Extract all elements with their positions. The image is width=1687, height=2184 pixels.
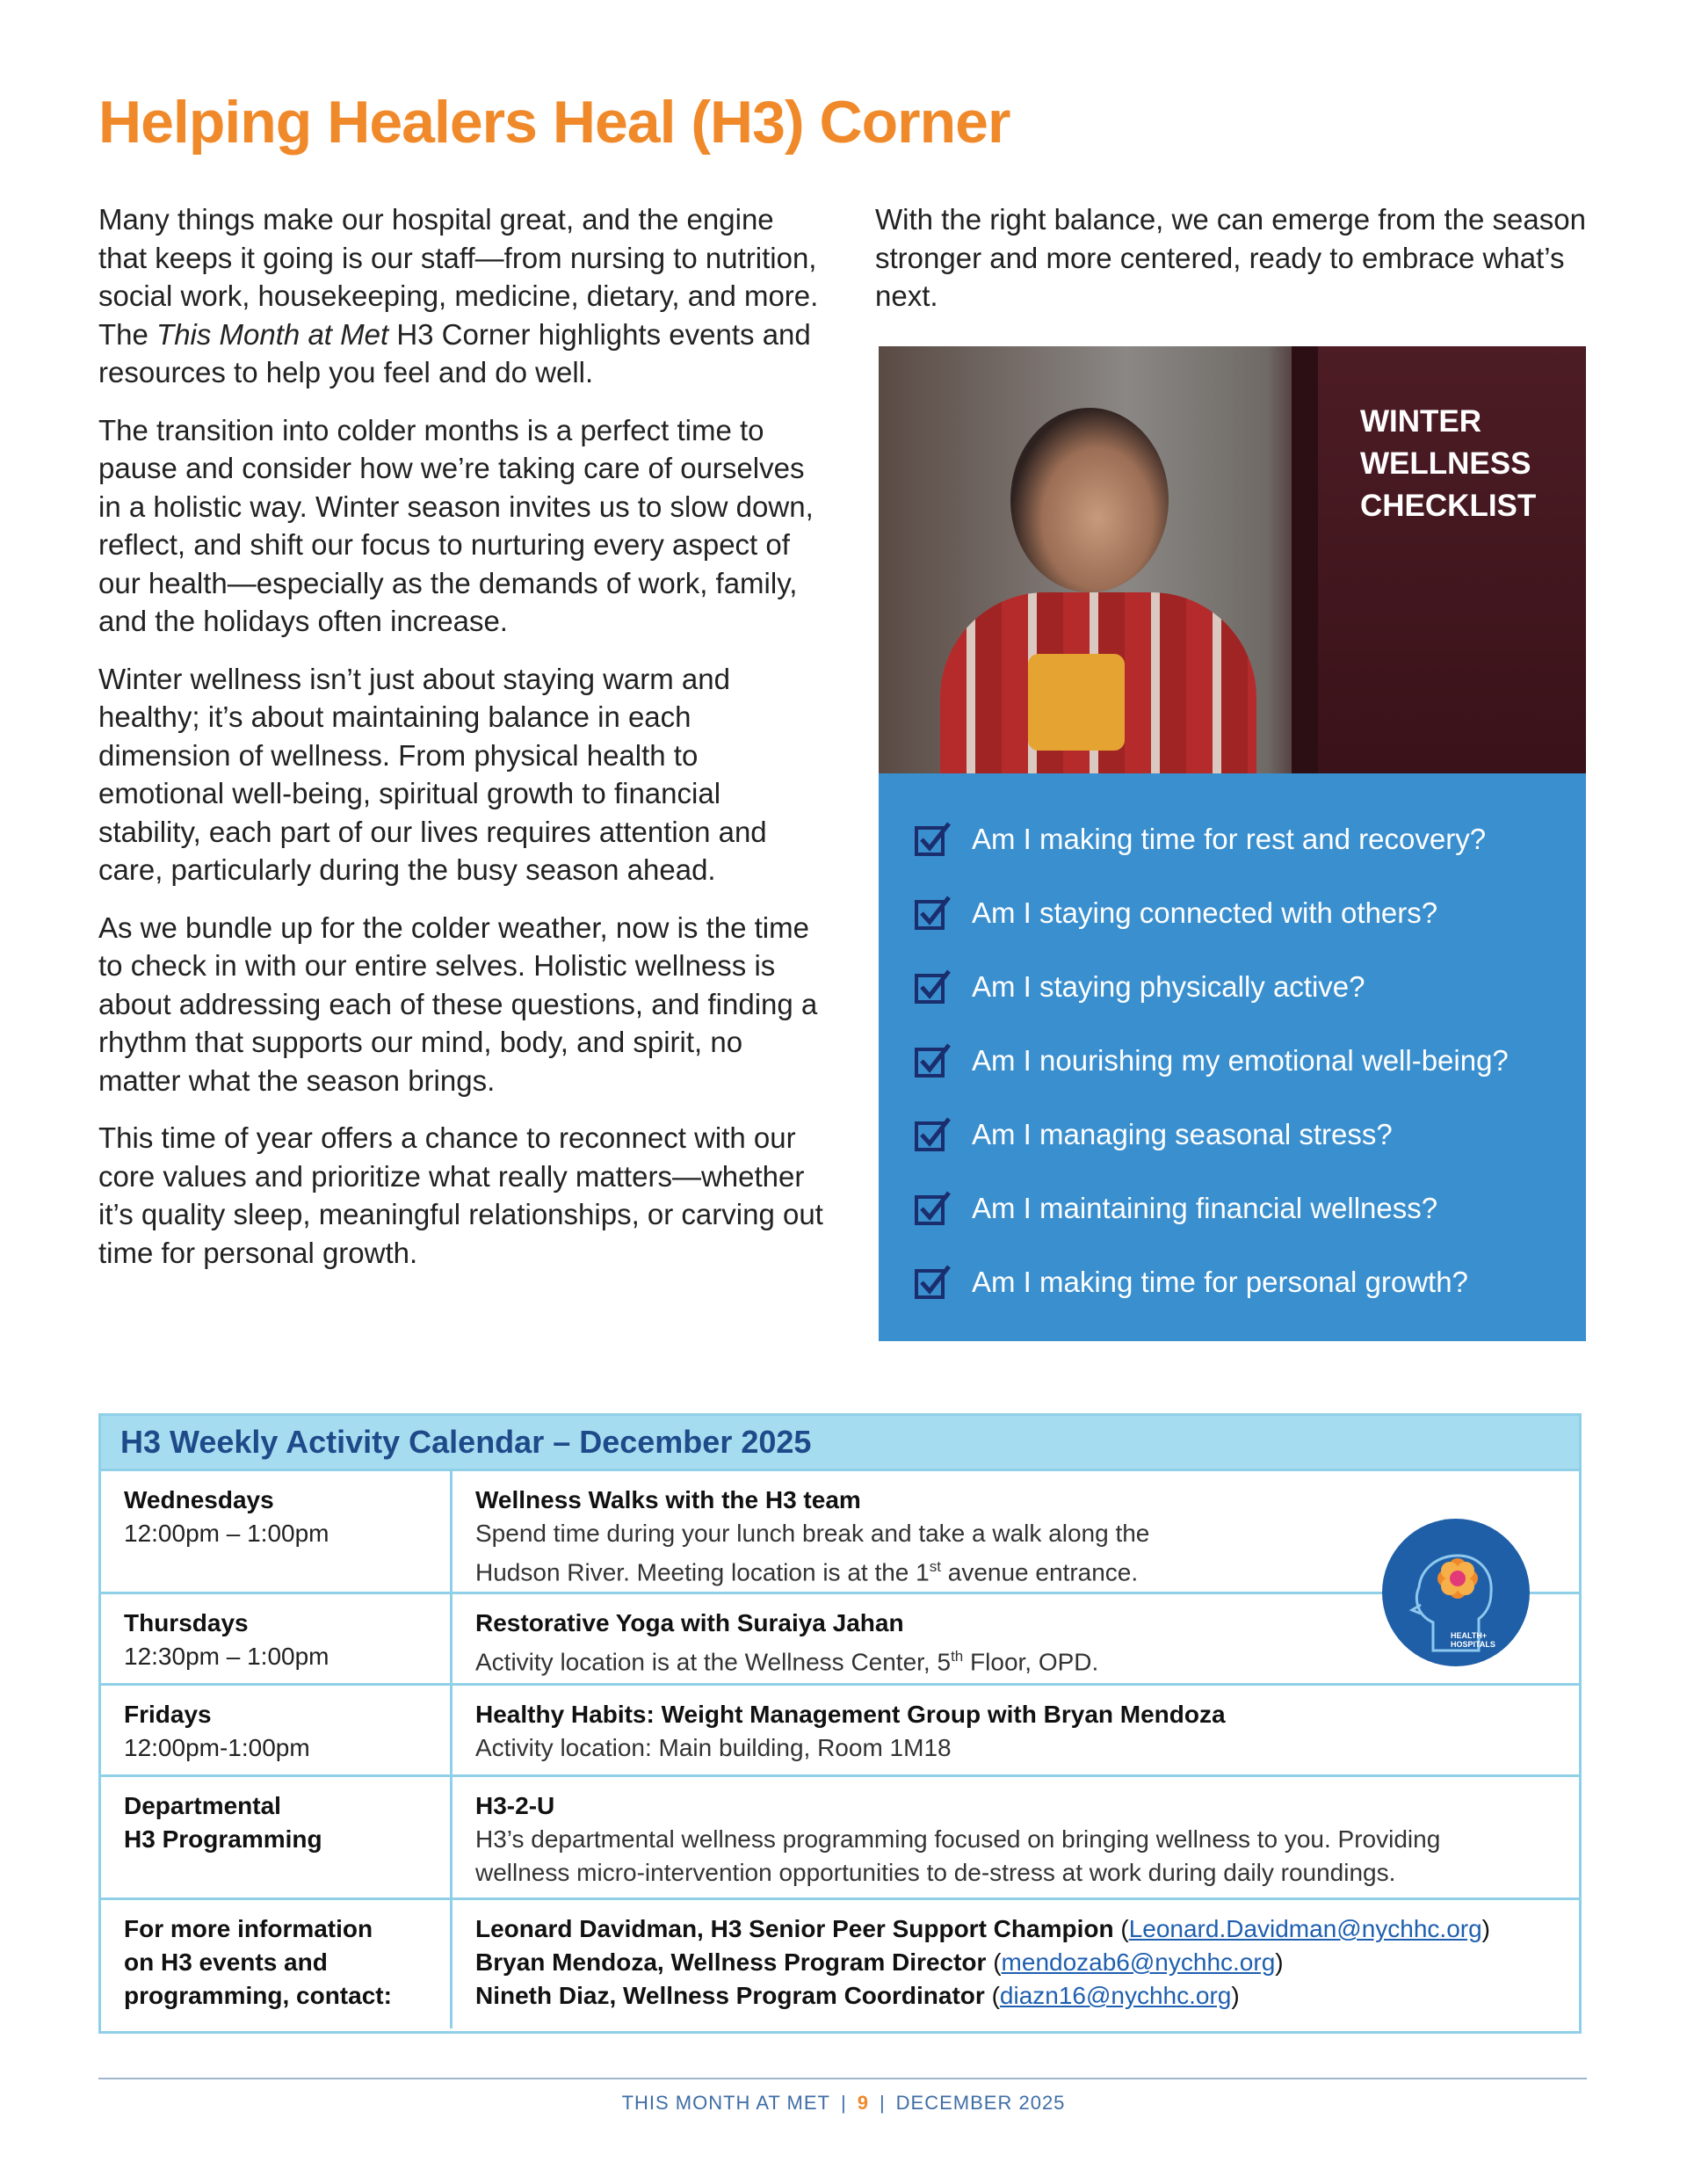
checkbox-checked-icon <box>914 1115 952 1154</box>
mug-illustration <box>1028 654 1125 751</box>
wellness-checklist <box>879 773 1586 1341</box>
checkbox-checked-icon <box>914 820 952 859</box>
checklist-item: Am I making time for rest and recovery? <box>914 817 1486 861</box>
contact-email-link[interactable]: mendozab6@nychhc.org <box>1001 1948 1276 1976</box>
checkbox-checked-icon <box>914 968 952 1006</box>
svg-text:HOSPITALS: HOSPITALS <box>1451 1640 1495 1649</box>
page-title: Helping Healers Heal (H3) Corner <box>98 89 1010 156</box>
window-frame <box>1292 346 1318 773</box>
calendar-day-cell: Fridays 12:00pm-1:00pm <box>101 1686 453 1774</box>
checklist-item: Am I maintaining financial wellness? <box>914 1186 1437 1230</box>
left-column <box>98 200 828 1291</box>
calendar-day-cell: Wednesdays 12:00pm – 1:00pm <box>101 1471 453 1592</box>
svg-text:HEALTH+: HEALTH+ <box>1451 1631 1488 1640</box>
checklist-title: WINTER WELLNESS CHECKLIST <box>1360 404 1537 523</box>
calendar-day-cell: Thursdays 12:30pm – 1:00pm <box>101 1594 453 1683</box>
contact-email-link[interactable]: Leonard.Davidman@nychhc.org <box>1128 1915 1482 1942</box>
body-paragraph-3: Winter wellness isn’t just about staying warm and healthy; it’s about maintaining balance in each dimension of wellness. From physical health to emotional well-being, spiritual growth to financial stability, each part of our lives requires attention and care, particularly during the busy season ahead. <box>98 662 767 886</box>
checklist-item: Am I making time for personal growth? <box>914 1260 1468 1304</box>
contact-line: Leonard Davidman, H3 Senior Peer Support Champion (Leonard.Davidman@nychhc.org) <box>475 1915 1490 1942</box>
winter-photo <box>879 346 1586 773</box>
calendar-activity-cell: Wellness Walks with the H3 team Spend time during your lunch break and take a walk along the Hudson River. Meeting location is at the 1st avenue entrance. <box>475 1486 1150 1586</box>
calendar-row-thursdays <box>101 1594 1579 1686</box>
checkbox-checked-icon <box>914 1041 952 1080</box>
contact-line: Bryan Mendoza, Wellness Program Director (mendozab6@nychhc.org) <box>475 1948 1284 1976</box>
closing-paragraph: With the right balance, we can emerge from the season stronger and more centered, ready to embrace what’s next. <box>875 203 1586 312</box>
page-number: 9 <box>857 2092 869 2114</box>
person-head-illustration <box>1010 408 1169 592</box>
calendar-row-contacts <box>101 1900 1579 2028</box>
calendar-heading: H3 Weekly Activity Calendar – December 2025 <box>101 1416 1579 1471</box>
page-footer: THIS MONTH AT MET | 9 | DECEMBER 2025 <box>621 2092 1066 2114</box>
weekly-activity-calendar <box>98 1413 1582 2034</box>
contact-email-link[interactable]: diazn16@nychhc.org <box>999 1982 1232 2009</box>
contact-line: Nineth Diaz, Wellness Program Coordinator (diazn16@nychhc.org) <box>475 1982 1240 2009</box>
calendar-day-cell: For more information on H3 events and programming, contact: <box>101 1900 453 2028</box>
calendar-activity-cell: Restorative Yoga with Suraiya Jahan Activity location is at the Wellness Center, 5th Floor, OPD. <box>475 1609 1099 1676</box>
calendar-day-cell: Departmental H3 Programming <box>101 1777 453 1897</box>
calendar-row-departmental <box>101 1777 1579 1900</box>
checkbox-checked-icon <box>914 1189 952 1228</box>
body-paragraph-5: This time of year offers a chance to reconnect with our core values and prioritize what really matters—whether it’s quality sleep, meaningful relationships, or carving out time for personal growth. <box>98 1121 823 1269</box>
body-paragraph-4: As we bundle up for the colder weather, now is the time to check in with our entire selves. Holistic wellness is about addressing each of these questions, and finding a rhythm that supports our mind, body, and spirit, no matter what the season brings. <box>98 911 818 1097</box>
checkbox-checked-icon <box>914 1263 952 1302</box>
calendar-contacts-cell <box>453 1900 1579 2028</box>
intro-paragraph: Many things make our hospital great, and the engine that keeps it going is our staff—from nursing to nutrition, social work, housekeeping, medicine, dietary, and more. The This Month at Met H3 Corner highlights events and resources to help you feel and do well. <box>98 203 819 388</box>
calendar-activity-cell: H3-2-U H3’s departmental wellness programming focused on bringing wellness to you. Providing wellness micro-intervention opportunities to de-stress at work during daily roundings. <box>475 1792 1441 1886</box>
body-paragraph-2: The transition into colder months is a perfect time to pause and consider how we’re taking care of ourselves in a holistic way. Winter season invites us to slow down, reflect, and shift our focus to nurturing every aspect of our health—especially as the demands of work, family, and the holidays often increase. <box>98 413 814 637</box>
checklist-item: Am I staying physically active? <box>914 965 1365 1009</box>
checklist-item: Am I nourishing my emotional well-being? <box>914 1039 1509 1083</box>
calendar-activity-cell: Healthy Habits: Weight Management Group with Bryan Mendoza Activity location: Main building, Room 1M18 <box>475 1701 1226 1761</box>
checklist-item: Am I staying connected with others? <box>914 891 1437 935</box>
right-column-text <box>875 200 1596 316</box>
footer-divider <box>98 2078 1587 2079</box>
calendar-row-fridays <box>101 1686 1579 1777</box>
checklist-item: Am I managing seasonal stress? <box>914 1113 1393 1157</box>
checkbox-checked-icon <box>914 894 952 932</box>
